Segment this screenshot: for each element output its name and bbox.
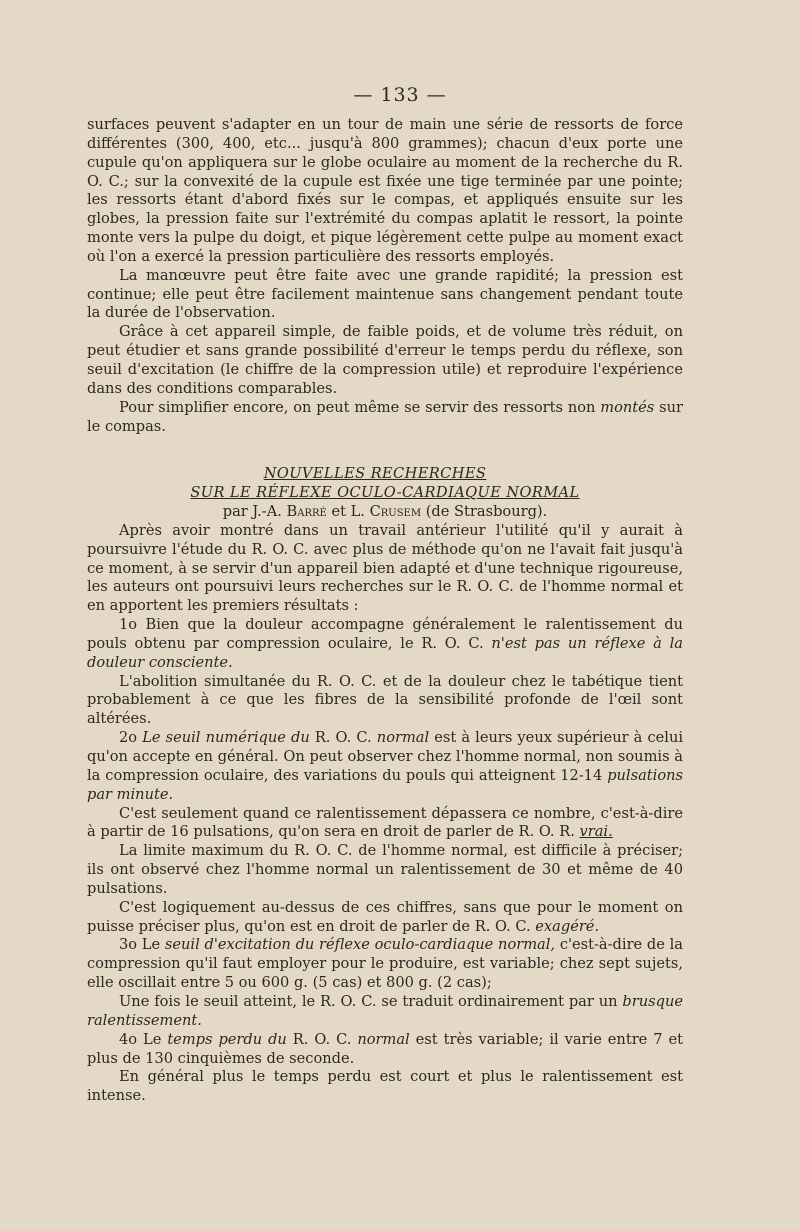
byline-affiliation: (de Strasbourg).	[421, 503, 548, 521]
bp2-italic: n'est pas un réflexe à la douleur consciente.	[87, 634, 683, 671]
body-paragraph-7	[87, 899, 683, 937]
bp5-italic: vrai.	[579, 823, 613, 841]
intro-paragraph-3: Grâce à cet appareil simple, de faible poids, et de volume très réduit, on peut étudier et sans grande possibilité d'erreur le temps perdu du réflexe, son seuil d'excitation (le chiffre de la compression utile) et reproduire l'expérience dans des conditions comparables.	[87, 323, 683, 397]
intro-paragraph-1: surfaces peuvent s'adapter en un tour de main une série de ressorts de force différentes (300, 400, etc... jusqu'à 800 grammes); chacun d'eux porte une cupule qu'on appliquera sur le globe oculaire au moment de la recherche du R. O. C.; sur la convexité de la cupule est fixée une tige terminée par une pointe; les ressorts étant d'abord fixés sur le compas, et appliqués ensuite sur les globes, la pression faite sur l'extrémité du compas aplatit le ressort, la pointe monte vers la pulpe du doigt, et pique légèrement cette pulpe au moment exact où l'on a exercé la pression particulière des ressorts employés.	[87, 116, 683, 265]
body-paragraph-8	[87, 936, 683, 993]
body-paragraph-1: Après avoir montré dans un travail antérieur l'utilité qu'il y aurait à poursuivre l'étude du R. O. C. avec plus de méthode qu'on ne l'avait fait jusqu'à ce moment, à se servir d'un appareil bien adapté et d'une technique rigoureuse, les auteurs ont poursuivi leurs recherches sur le R. O. C. de l'homme normal et en apportent les premiers résultats :	[87, 521, 683, 615]
bp10-roc: R. O. C.	[286, 1030, 358, 1048]
byline-and: et L.	[326, 503, 370, 521]
body-paragraph-3: L'abolition simultanée du R. O. C. et de la douleur chez le tabétique tient probablement à ce que les fibres de la sensibilité profonde de l'œil sont altérées.	[87, 672, 683, 728]
article-title-line-1: NOUVELLES RECHERCHES	[263, 465, 487, 483]
page-number: — 133 —	[353, 84, 447, 106]
bp4-roc: R. O. C.	[309, 729, 377, 747]
bp10-italic-1: temps perdu du	[167, 1030, 287, 1048]
bp5-text: C'est seulement quand ce ralentissement dépassera ce nombre, c'est-à-dire à partir de 16 pulsations, qu'on sera en droit de parler de R. O. R.	[87, 804, 683, 841]
bp10-text: est très variable; il varie entre 7 et plus de 130 cinquièmes de seconde.	[87, 1030, 684, 1067]
intro-p4-end: sur le compas.	[87, 398, 683, 435]
section-gap	[87, 436, 683, 465]
bp9-italic: brusque ralentissement.	[87, 992, 683, 1029]
bp8-italic: seuil d'excitation du réflexe oculo-cardiaque normal,	[164, 936, 556, 954]
article-title-line-2: SUR LE RÉFLEXE OCULO-CARDIAQUE NORMAL	[190, 484, 580, 502]
author-crusem: Crusem	[369, 503, 422, 521]
bp8-text: c'est-à-dire de la compression qu'il faut employer pour le produire, est variable; chez sept sujets, elle oscillait entre 5 ou 600 g. (5 cas) et 800 g. (2 cas);	[87, 936, 684, 992]
bp9-text: Une fois le seuil atteint, le R. O. C. se traduit ordinairement par un	[119, 992, 623, 1010]
bp10-italic-2: normal	[357, 1030, 410, 1048]
bp10-num: 4o Le	[119, 1030, 168, 1048]
body-paragraph-5	[87, 805, 683, 843]
bp7-text: C'est logiquement au-dessus de ces chiffres, sans que pour le moment on puisse préciser plus, qu'on est en droit de parler de R. O. C.	[87, 898, 683, 935]
bp4-italic-1: Le seuil numérique du	[142, 729, 310, 747]
bp2-text: 1o Bien que la douleur accompagne généralement le ralentissement du pouls obtenu par compression oculaire, le R. O. C.	[87, 616, 683, 652]
bp4-text: est à leurs yeux supérieur à celui qu'on accepte en général. On peut observer chez l'homme normal, non soumis à la compression oculaire, des variations du pouls qui atteignent 12-14	[87, 729, 684, 784]
body-paragraph-6: La limite maximum du R. O. C. de l'homme normal, est difficile à préciser; ils ont observé chez l'homme normal un ralentissement de 30 et même de 40 pulsations.	[87, 842, 683, 897]
intro-p4-italic: montés	[600, 398, 655, 416]
body-paragraph-9	[87, 993, 683, 1031]
page-body	[87, 116, 683, 1106]
body-paragraph-10	[87, 1031, 683, 1069]
bp4-italic-2: normal	[376, 729, 430, 747]
body-paragraph-4	[87, 729, 683, 804]
intro-paragraph-4	[87, 399, 683, 437]
body-paragraph-2	[87, 616, 683, 673]
intro-paragraph-2: La manœuvre peut être faite avec une grande rapidité; la pression est continue; elle peut être facilement maintenue sans changement pendant toute la durée de l'observation.	[87, 266, 683, 322]
bp8-num: 3o Le	[119, 936, 165, 954]
bp4-italic-3: pulsations par minute.	[87, 766, 683, 803]
byline-par: par J.-A.	[222, 503, 287, 521]
article-byline	[87, 503, 683, 522]
intro-p4-text: Pour simplifier encore, on peut même se servir des ressorts non	[119, 398, 601, 416]
author-barre: Barré	[286, 503, 327, 521]
bp7-italic: exagéré.	[535, 917, 600, 935]
body-paragraph-11: En général plus le temps perdu est court et plus le ralentissement est intense.	[87, 1068, 683, 1105]
bp4-num: 2o	[119, 729, 143, 747]
